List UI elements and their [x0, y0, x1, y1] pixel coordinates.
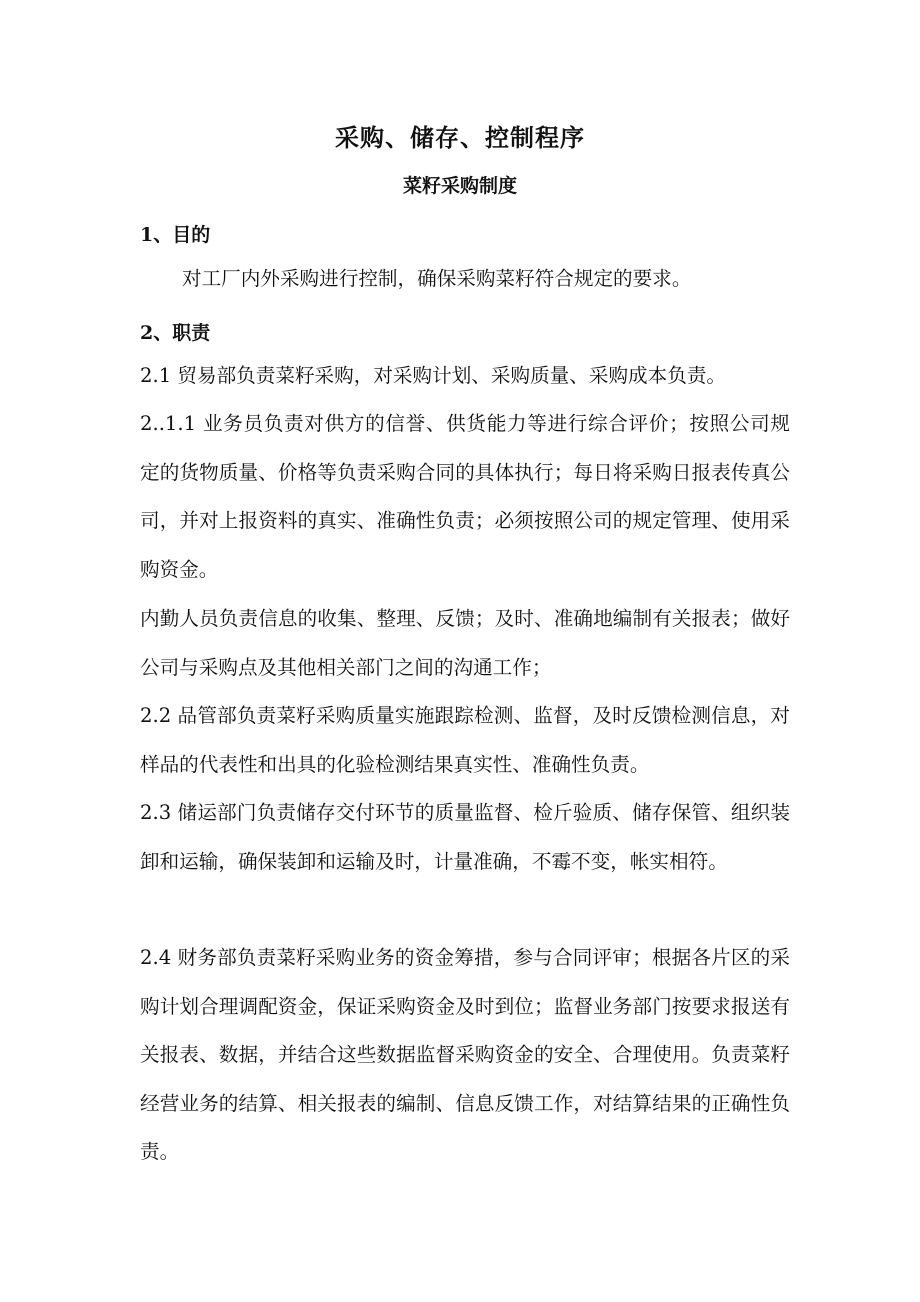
document-subtitle: 菜籽采购制度	[402, 175, 517, 197]
paragraph-2-1: 2.1 贸易部负责菜籽采购，对采购计划、采购质量、采购成本负责。	[140, 364, 727, 387]
document-title: 采购、储存、控制程序	[335, 123, 585, 152]
section-heading-purpose: 1、目的	[140, 224, 211, 246]
paragraph-2-4: 2.4 财务部负责菜籽采购业务的资金筹措，参与合同评审；根据各片区的采购计划合理调配资金，保证采购资金及时到位；监督业务部门按要求报送有关报表、数据，并结合这些数据监督采购资金的安全、合理使用。负责菜籽经营业务的结算、相关报表的编制、信息反馈工作，对结算结果的正确性负责。	[140, 946, 790, 1163]
paragraph-2-3: 2.3 储运部门负责储存交付环节的质量监督、检斤验质、储存保管、组织装卸和运输，确保装卸和运输及时，计量准确，不霉不变，帐实相符。	[140, 801, 790, 873]
paragraph-2-2: 2.2 品管部负责菜籽采购质量实施跟踪检测、监督，及时反馈检测信息，对样品的代表性和出具的化验检测结果真实性、准确性负责。	[140, 704, 790, 776]
purpose-paragraph: 对工厂内外采购进行控制，确保采购菜籽符合规定的要求。	[182, 267, 692, 290]
paragraph-internal-staff: 内勤人员负责信息的收集、整理、反馈；及时、准确地编制有关报表；做好公司与采购点及其他相关部门之间的沟通工作；	[140, 607, 790, 679]
paragraph-2-1-1: 2..1.1 业务员负责对供方的信誉、供货能力等进行综合评价；按照公司规定的货物质量、价格等负责采购合同的具体执行；每日将采购日报表传真公司，并对上报资料的真实、准确性负责；必须按照公司的规定管理、使用采购资金。	[140, 412, 790, 581]
section-heading-responsibilities: 2、职责	[140, 322, 211, 344]
